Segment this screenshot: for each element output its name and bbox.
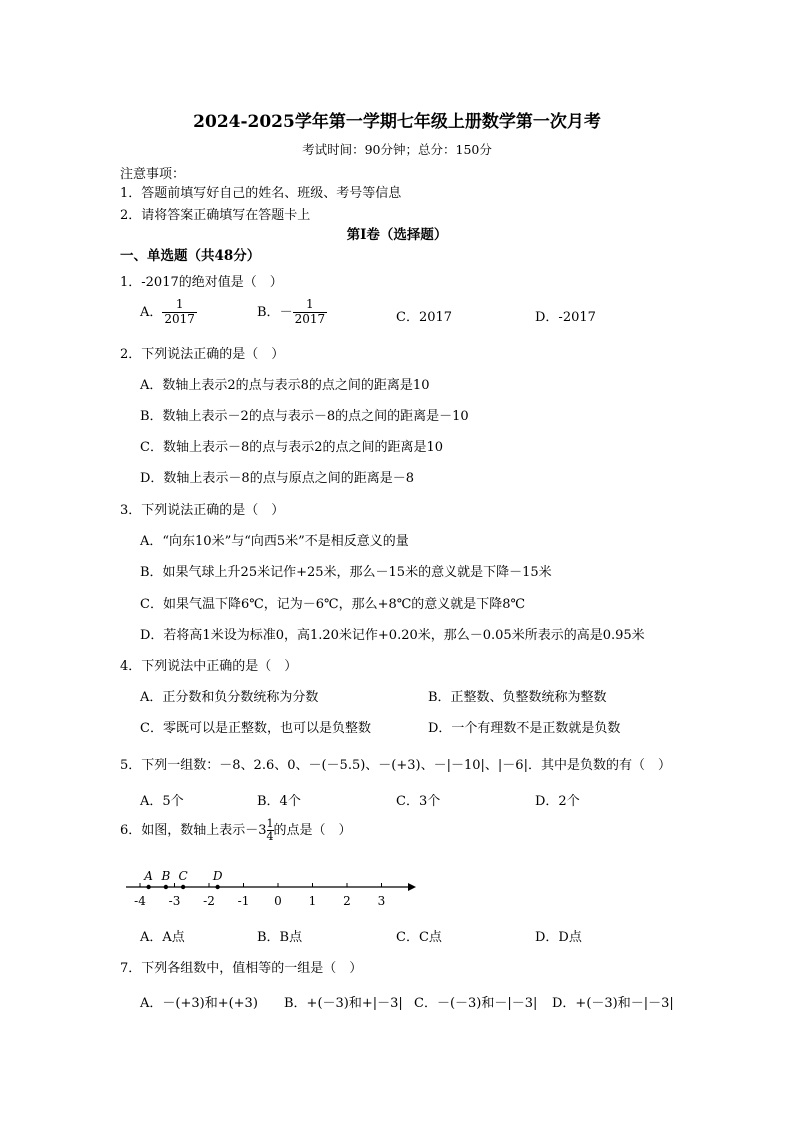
q5-option-a: A．5个 bbox=[140, 794, 184, 809]
tick-label: 2 bbox=[343, 894, 351, 908]
exam-info: 考试时间：90分钟；总分：150分 bbox=[302, 142, 492, 157]
question-4-stem: 4．下列说法中正确的是（ ） bbox=[120, 659, 298, 674]
q2-option-b: B．数轴上表示－2的点与表示－8的点之间的距离是－10 bbox=[140, 409, 469, 424]
notes-heading: 注意事项： bbox=[120, 167, 186, 182]
question-3-stem: 3．下列说法正确的是（ ） bbox=[120, 503, 285, 518]
q4-option-a: A．正分数和负分数统称为分数 bbox=[140, 690, 319, 705]
section-title: 一、单选题（共48分） bbox=[120, 248, 261, 264]
q7-option-d: D．+(－3)和－|－3| bbox=[552, 996, 674, 1011]
q5-option-c: C．3个 bbox=[396, 794, 441, 809]
question-6-stem: 6．如图，数轴上表示－3 $\frac{1}{4}$ 的点是（ ） bbox=[120, 817, 352, 844]
point-c bbox=[181, 885, 185, 889]
tick-label: -4 bbox=[134, 894, 146, 908]
point-label: C bbox=[178, 869, 188, 883]
tick-label: -2 bbox=[203, 894, 215, 908]
tick-label: -3 bbox=[168, 894, 181, 908]
q2-option-a: A．数轴上表示2的点与表示8的点之间的距离是10 bbox=[140, 378, 430, 393]
q3-option-d: D．若将高1米设为标准0，高1.20米记作+0.20米，那么－0.05米所表示的高是0.95米 bbox=[140, 628, 645, 643]
point-label: B bbox=[161, 869, 171, 883]
q3-option-c: C．如果气温下降6℃，记为－6℃，那么+8℃的意义就是下降8℃ bbox=[140, 597, 526, 612]
q6-option-a: A．A点 bbox=[140, 930, 185, 945]
number-line-figure bbox=[118, 862, 423, 910]
question-1-stem: 1．-2017的绝对值是（ ） bbox=[120, 275, 283, 290]
q1-option-a: A． $\frac{1}{2017}$ bbox=[140, 297, 195, 326]
tick-label: 1 bbox=[308, 894, 317, 908]
q1-option-c: C．2017 bbox=[396, 310, 453, 325]
q7-option-c: C．－(－3)和－|－3| bbox=[414, 996, 538, 1011]
q4-option-d: D．一个有理数不是正数就是负数 bbox=[428, 721, 621, 736]
q5-option-d: D．2个 bbox=[535, 794, 580, 809]
point-a bbox=[146, 885, 150, 889]
tick-label: -1 bbox=[237, 894, 250, 908]
q4-option-c: C．零既可以是正整数，也可以是负整数 bbox=[140, 721, 371, 736]
q1-option-b: B．－ $\frac{1}{2017}$ bbox=[257, 297, 326, 326]
question-2-stem: 2．下列说法正确的是（ ） bbox=[120, 347, 285, 362]
note-item: 1．答题前填写好自己的姓名、班级、考号等信息 bbox=[120, 186, 402, 201]
arrow-icon bbox=[408, 883, 416, 891]
q6-option-c: C．C点 bbox=[396, 930, 442, 945]
note-item: 2．请将答案正确填写在答题卡上 bbox=[120, 208, 311, 223]
volume-title: 第I卷（选择题） bbox=[346, 227, 448, 243]
point-label: A bbox=[144, 869, 153, 883]
tick-label: 3 bbox=[377, 894, 386, 908]
q2-option-c: C．数轴上表示－8的点与表示2的点之间的距离是10 bbox=[140, 440, 444, 455]
q1-option-d: D．-2017 bbox=[535, 310, 596, 325]
q3-option-b: B．如果气球上升25米记作+25米，那么－15米的意义就是下降－15米 bbox=[140, 565, 552, 580]
q5-option-b: B．4个 bbox=[257, 794, 301, 809]
q6-option-b: B．B点 bbox=[257, 930, 303, 945]
q3-option-a: A．“向东10米”与“向西5米”不是相反意义的量 bbox=[140, 534, 409, 549]
question-7-stem: 7．下列各组数中，值相等的一组是（ ） bbox=[120, 961, 363, 976]
point-b bbox=[164, 885, 168, 889]
q7-option-b: B．+(－3)和+|－3| bbox=[284, 996, 403, 1011]
point-d bbox=[215, 885, 219, 889]
page-title: 2024-2025学年第一学期七年级上册数学第一次月考 bbox=[193, 112, 601, 132]
tick-label: 0 bbox=[274, 894, 282, 908]
point-label: D bbox=[212, 869, 223, 883]
question-5-stem: 5．下列一组数：－8、2.6、0、－(－5.5)、－(+3)、－|－10|、|－6|．其中是负数的有（ ） bbox=[120, 758, 671, 773]
q6-option-d: D．D点 bbox=[535, 930, 582, 945]
q7-option-a: A．－(+3)和+(+3) bbox=[140, 996, 258, 1011]
q2-option-d: D．数轴上表示－8的点与原点之间的距离是－8 bbox=[140, 471, 414, 486]
q4-option-b: B．正整数、负整数统称为整数 bbox=[428, 690, 607, 705]
